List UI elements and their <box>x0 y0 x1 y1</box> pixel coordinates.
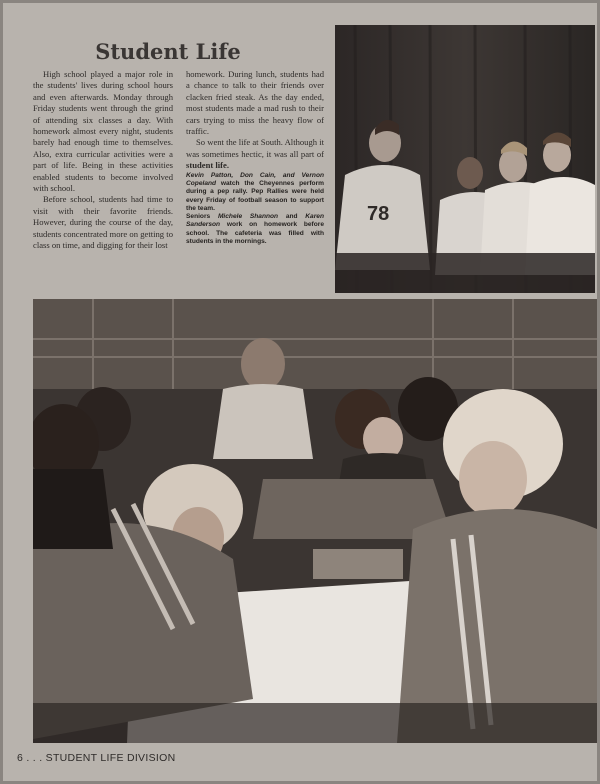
caption-cafeteria-text: work on homework before school. The cafeteria was filled with students in the mornings. <box>186 221 324 246</box>
caption-cafeteria-prefix: Seniors <box>186 213 218 221</box>
caption-pep-rally-text: watch the Cheyennes perform during a pep rally. Pep Rallies were held every Friday of football season to support the team. <box>186 179 324 212</box>
cafeteria-photo-image <box>33 299 597 743</box>
body-paragraph-2: Before school, students had time to visit with their favorite friends. However, during the course of the day, students concentrated more on getting to class on time, and digging for their lost <box>33 194 173 251</box>
caption-cafeteria-name-2: Karen Sanderson <box>186 213 324 229</box>
body-paragraph-1: High school played a major role in the students' lives during school hours and even afterwards. Monday through Friday students went through the grind of attending six classes a day. With homework almost every night, students barely had enough time to themselves. Also, extra curricular activities were a part of life. Being in these activities enabled students to become involved with school. <box>33 69 173 194</box>
body-column-2 <box>186 69 324 246</box>
closing-text: So went the life at South. Although it was sometimes hectic, it was all part of <box>186 137 324 159</box>
yearbook-page <box>3 3 597 781</box>
page-footer: 6 . . . STUDENT LIFE DIVISION <box>17 752 176 764</box>
cafeteria-photo <box>33 299 597 743</box>
svg-text:78: 78 <box>367 203 390 225</box>
body-column-1 <box>33 69 173 252</box>
caption-cafeteria-and: and <box>278 213 306 221</box>
body-paragraph-3: homework. During lunch, students had a chance to talk to their friends over clacken fried steak. As the day ended, most students made a mad rush to their cars trying to miss the heavy flow of traffic. <box>186 69 324 137</box>
page-title: Student Life <box>95 39 241 64</box>
body-paragraph-4 <box>186 137 324 171</box>
caption-pep-rally <box>186 172 324 213</box>
pep-rally-photo <box>335 25 595 293</box>
pep-rally-photo-image <box>335 25 595 293</box>
caption-cafeteria-name-1: Michele Shannon <box>217 213 279 221</box>
caption-pep-rally-names: Kevin Patton, Don Cain, and Vernon Copeland <box>186 171 324 187</box>
caption-cafeteria <box>186 213 324 246</box>
closing-emphasis: student life. <box>186 160 229 171</box>
